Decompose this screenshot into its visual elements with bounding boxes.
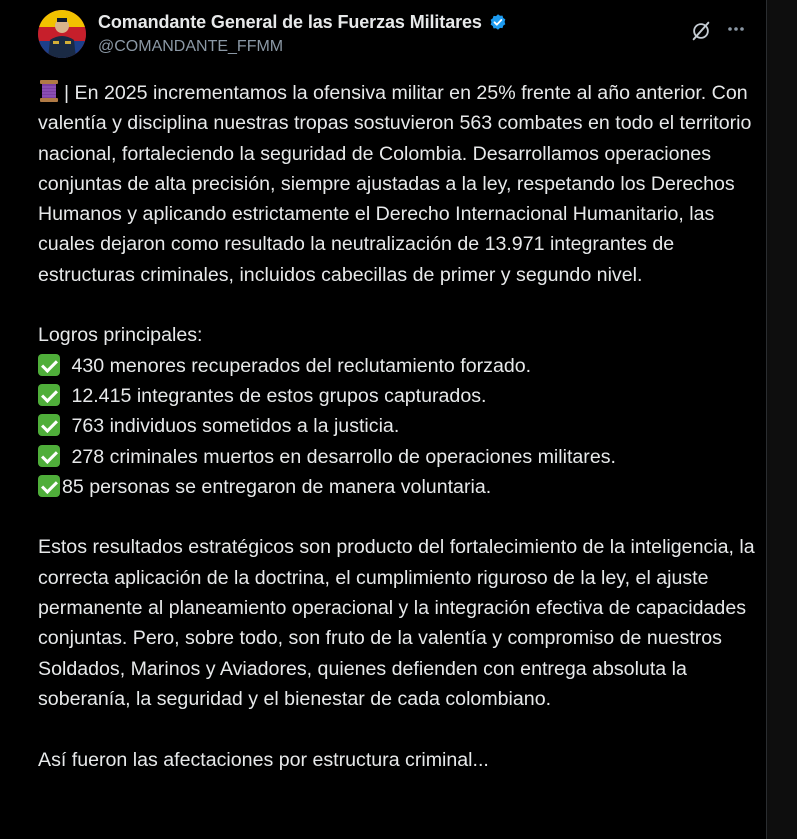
grok-icon[interactable] xyxy=(690,20,712,42)
more-dots xyxy=(726,19,746,39)
list-item xyxy=(38,472,758,502)
name-row xyxy=(98,12,508,33)
display-name[interactable]: Comandante General de las Fuerzas Militares xyxy=(98,12,482,32)
check-mark-button-icon xyxy=(38,354,60,376)
avatar-image xyxy=(38,10,86,58)
final-line: Así fueron las afectaciones por estructura criminal... xyxy=(38,748,489,771)
list-item-text: 430 menores recuperados del reclutamiento forzado. xyxy=(66,354,532,377)
post-text xyxy=(38,78,761,775)
check-mark-button-icon xyxy=(38,445,60,467)
list-item-text: 278 criminales muertos en desarrollo de operaciones militares. xyxy=(66,445,616,468)
spacer xyxy=(38,714,758,744)
spacer xyxy=(38,290,758,320)
intro-paragraph xyxy=(38,78,758,290)
spacer xyxy=(38,502,758,532)
list-item xyxy=(38,381,758,411)
list-item-text: 85 personas se entregaron de manera voluntaria. xyxy=(62,475,492,498)
achievements-heading: Logros principales: xyxy=(38,324,203,347)
more-icon[interactable] xyxy=(726,19,746,39)
thread-spool-icon xyxy=(38,79,60,103)
check-mark-button-icon xyxy=(38,475,60,497)
post-header xyxy=(38,10,766,62)
avatar[interactable] xyxy=(38,10,86,58)
check-mark-button-icon xyxy=(38,414,60,436)
list-item-text: 763 individuos sometidos a la justicia. xyxy=(66,415,400,438)
list-item-text: 12.415 integrantes de estos grupos capturados. xyxy=(66,384,487,407)
verified-badge-icon xyxy=(488,13,508,33)
user-handle[interactable]: @COMANDANTE_FFMM xyxy=(98,38,284,55)
list-item xyxy=(38,411,758,441)
list-item xyxy=(38,351,758,381)
check-mark-button-icon xyxy=(38,384,60,406)
closing-paragraph: Estos resultados estratégicos son producto del fortalecimiento de la inteligencia, la correcta aplicación de la doctrina, el cumplimiento riguroso de la ley, el ajuste permanente al planeamiento operacional y la integración efectiva de capacidades conjuntas. Pero, sobre todo, son fruto de la valentía y compromiso de nuestros Soldados, Marinos y Aviadores, quienes defienden con entrega absoluta la soberanía, la seguridad y el bienestar de cada colombiano. xyxy=(38,536,761,710)
list-item xyxy=(38,442,758,472)
intro-text: | En 2025 incrementamos la ofensiva militar en 25% frente al año anterior. Con valentía y disciplina nuestras tropas sostuvieron 563 combates en todo el territorio nacional, fortaleciendo la seguridad de Colombia. Desarrollamos operaciones conjuntas de alta precisión, siempre ajustadas a la ley, respetando los Derechos Humanos y aplicando estrictamente el Derecho Internacional Humanitario, las cuales dejaron como resultado la neutralización de 13.971 integrantes de estructuras criminales, incluidos cabecillas de primer y segundo nivel. xyxy=(38,82,757,286)
achievements-list xyxy=(38,351,758,502)
